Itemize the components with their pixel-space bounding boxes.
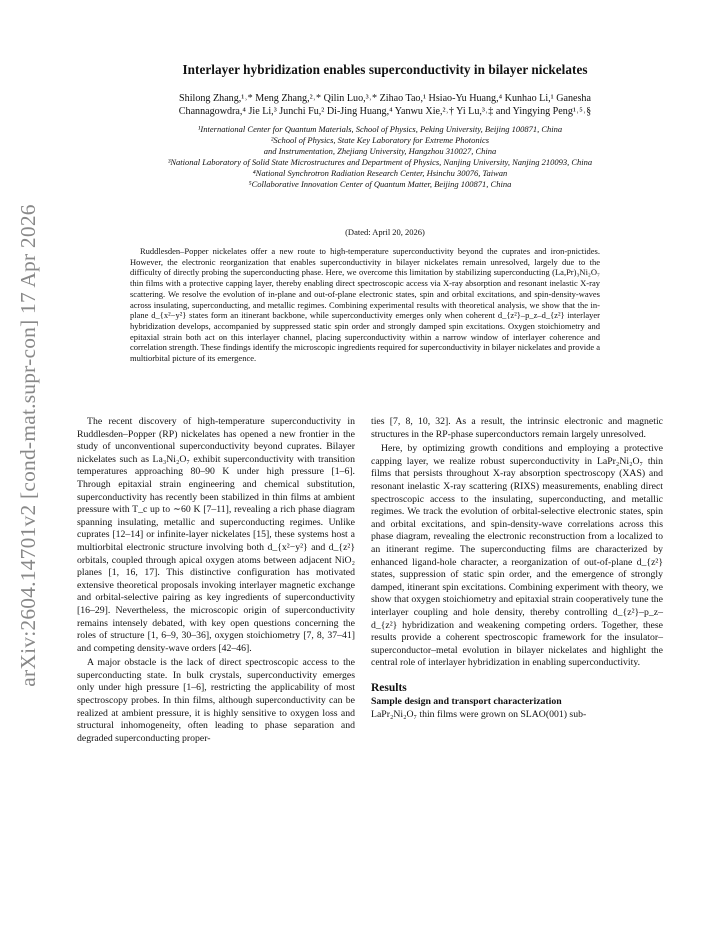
- body-column-left: [77, 416, 355, 747]
- paragraph: ties [7, 8, 10, 32]. As a result, the intrinsic electronic and magnetic structures in the RP-phase superconductors remain largely unresolved.: [371, 416, 663, 440]
- section-heading-results: Results: [371, 681, 407, 694]
- affiliation-2: ²School of Physics, State Key Laboratory for Extreme Photonics: [270, 134, 490, 145]
- arxiv-id-text: arXiv:2604.14701v2 [cond-mat.supr-con] 17 Apr 2026: [15, 203, 40, 687]
- arxiv-identifier: [8, 203, 48, 687]
- paragraph: A major obstacle is the lack of direct spectroscopic access to the superconducting state. In bulk crystals, superconductivity emerges only under high pressure [1–6], restricting the applicability of most spectroscopy probes. In thin films, although superconductivity can be realized at ambient pressure, it is highly sensitive to oxygen loss and structural inhomogeneity, often leading to phase separation and degraded superconducting proper-: [77, 657, 355, 744]
- abstract: Ruddlesden–Popper nickelates offer a new route to high-temperature superconductivity beyond the cuprates and iron-pnictides. However, the electronic reorganization that enables superconductivity in bilayer nickelates remain unresolved, largely due to the difficulty of directly probing the superconducting phase. Here, we overcome this limitation by stabilizing superconducting (La,Pr)₃Ni₂O₇ thin films with a protective capping layer, thereby enabling direct spectroscopic access via X-ray absorption and resonant inelastic X-ray scattering. We resolve the evolution of in-plane and out-of-plane electronic states, spin and orbital excitations, and spin-density-waves across insulating, superconducting, and metallic regimes. Combining experimental results with theoretical analysis, we show that the in-plane d_{x²−y²} states form an itinerant backbone, while superconductivity emerges only when coherent d_{z²}–p_z–d_{z²} interlayer hybridization develops, accompanied by suppressed static spin order and strongly damped spin excitations. Oxygen stoichiometry and epitaxial strain both act on this interlayer channel, placing superconductivity within a narrow window of interlayer coherence and correlation strength. These findings identify the microscopic ingredients required for superconductivity in bilayer nickelates and provide a multiorbital picture of its emergence.: [130, 246, 600, 364]
- affiliation-5: ⁵Collaborative Innovation Center of Quantum Matter, Beijing 100871, China: [248, 178, 512, 189]
- author-list: [80, 92, 690, 118]
- paragraph: The recent discovery of high-temperature superconductivity in Ruddlesden–Popper (RP) nickelates has opened a new frontier in the study of unconventional superconductivity beyond cuprates. Bilayer nickelates such as La₃Ni₂O₇ exhibit superconductivity with transition temperatures approaching 80–90 K under high pressure [1–6]. Through epitaxial strain engineering and chemical substitution, superconductivity has recently been stabilized in thin films at ambient pressure with T_c up to ∼60 K [7–11], revealing a rich phase diagram spanning insulating, metallic and superconducting regimes. Unlike cuprates [12–14] or infinite-layer nickelates [15], these systems host a multiorbital electronic structure involving both d_{x²−y²} and d_{z²} orbitals, coupled through apical oxygen atoms between adjacent NiO₂ planes [1, 16, 17]. This distinctive configuration has motivated extensive theoretical proposals invoking interlayer magnetic exchange and orbital-selective pairing as key ingredients of superconductivity [16–29]. Nevertheless, the microscopic origin of superconductivity remains intensely debated, with key open questions concerning the roles of structure [1, 6–9, 30–36], oxygen stoichiometry [7, 8, 37–41] and competing density-wave orders [42–46].: [77, 416, 355, 654]
- affiliation-1: ¹International Center for Quantum Materials, School of Physics, Peking University, Beijing 100871, China: [197, 124, 563, 134]
- author-line-1: Shilong Zhang,¹˒* Meng Zhang,²˒* Qilin Luo,³˒* Zihao Tao,¹ Hsiao-Yu Huang,⁴ Kunhao Li,¹ Ganesha: [179, 93, 591, 104]
- affiliation-2-cont: and Instrumentation, Zhejiang University, Hangzhou 310027, China: [263, 145, 497, 156]
- date-line: (Dated: April 20, 2026): [345, 227, 425, 237]
- body-column-right: [371, 416, 663, 724]
- affiliation-4: ⁴National Synchrotron Radiation Research Center, Hsinchu 30076, Taiwan: [252, 167, 508, 178]
- paragraph: Here, by optimizing growth conditions and employing a protective capping layer, we realize robust superconductivity in LaPr₂Ni₂O₇ thin films that persists throughout X-ray absorption spectroscopy (XAS) and resonant inelastic X-ray scattering (RIXS) measurements, enabling direct spectroscopic access to the insulating, superconducting, and metallic regimes. We track the evolution of orbital-selective electronic states, spin and orbital excitations, and spin-density-wave correlations across this phase diagram, revealing the electronic reconstruction from a localized to an itinerant regime. The superconducting films are characterized by enhanced ligand-hole character, a reorganization of out-of-plane d_{z²} states, suppression of static spin order, and the emergence of strongly damped, itinerant spin excitations. Combining experiment with theory, we show that oxygen stoichiometry and epitaxial strain cooperatively tune the interlayer coupling and hole density, thereby controlling d_{z²}–p_z–d_{z²} hybridization and weakening competing orders. Together, these results provide a coherent spectroscopic framework for the insulator–superconductor–metal evolution in bilayer nickelates and highlight the central role of interlayer hybridization in enabling superconductivity.: [371, 443, 663, 669]
- paper-title: Interlayer hybridization enables superconductivity in bilayer nickelates: [182, 62, 588, 77]
- affiliation-3: ³National Laboratory of Solid State Microstructures and Department of Physics, Nanjing University, Nanjing 210093, China: [167, 156, 593, 167]
- affiliation-list: [60, 124, 700, 189]
- subsection-heading: Sample design and transport characterization: [371, 696, 562, 708]
- paragraph: LaPr₂Ni₂O₇ thin films were grown on SLAO(001) sub-: [371, 709, 587, 721]
- author-line-2: Channagowdra,⁴ Jie Li,³ Junchi Fu,² Di-Jing Huang,⁴ Yanwu Xie,²˒† Yi Lu,³˒‡ and Yingying Peng¹˒⁵˒§: [178, 106, 592, 117]
